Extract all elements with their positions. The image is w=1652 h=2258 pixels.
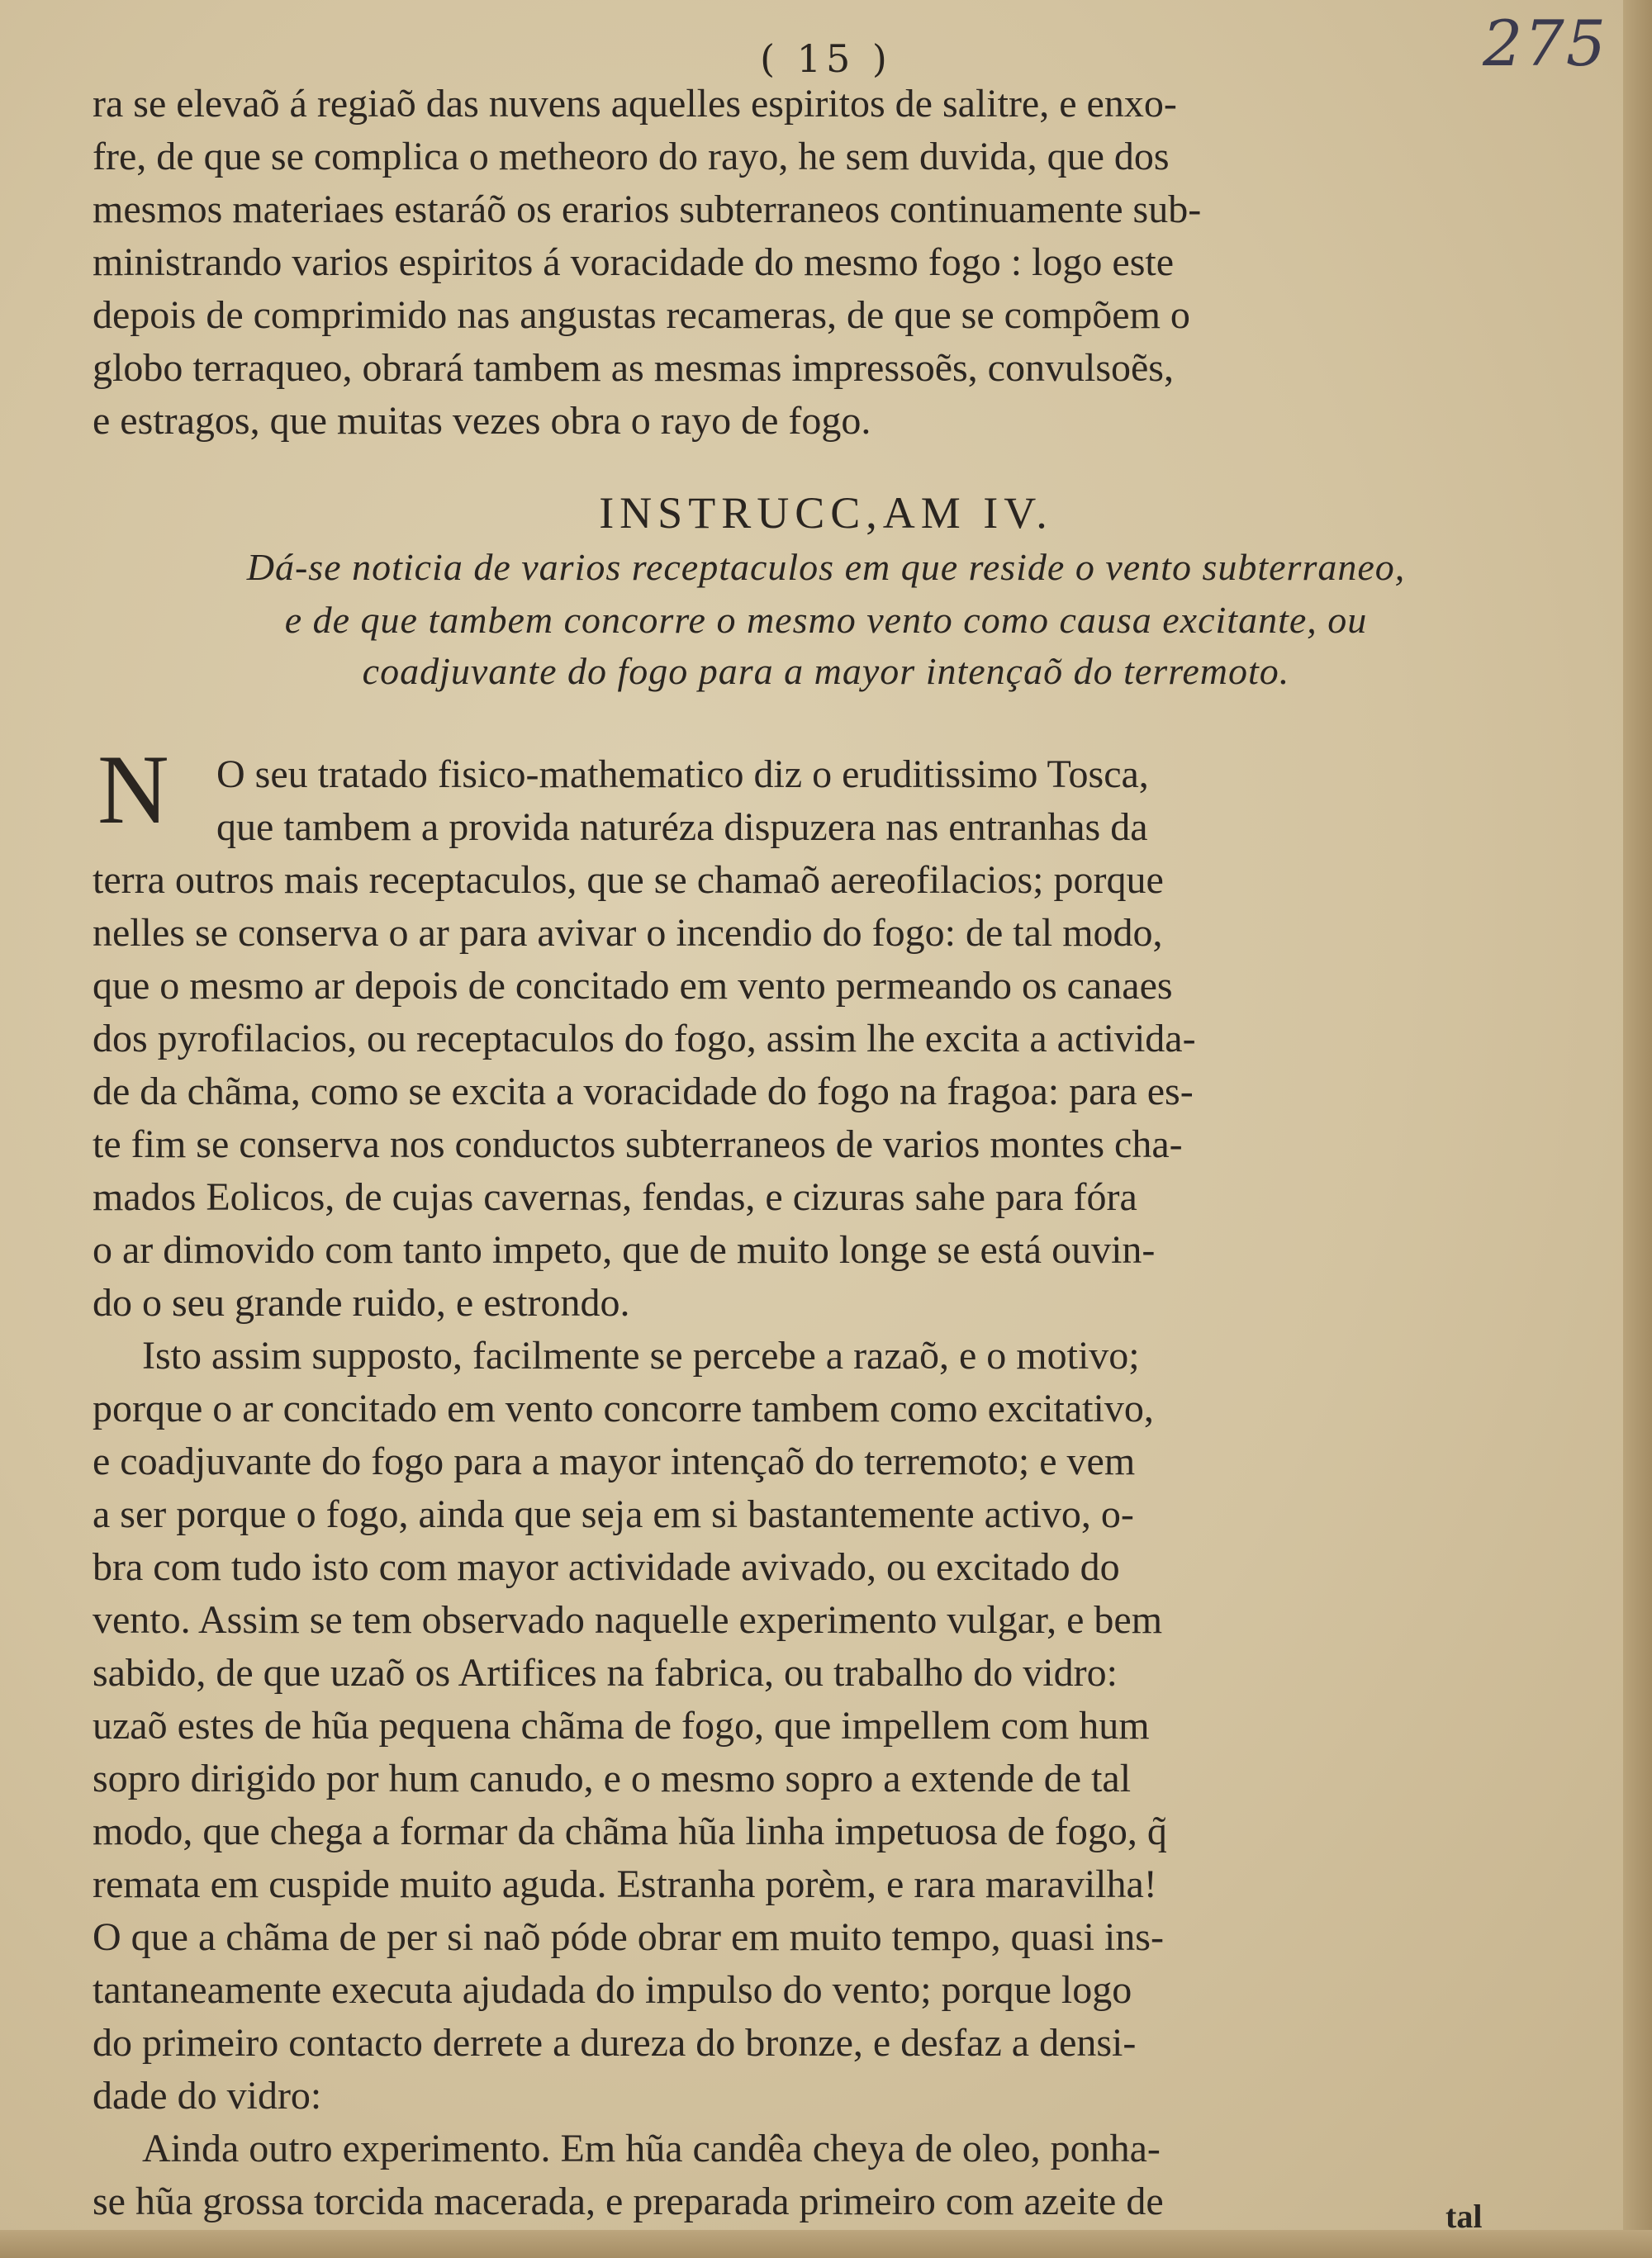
text-line: te fim se conserva nos conductos subterraneos de varios montes cha- xyxy=(93,1122,1183,1166)
text-line: tantaneamente executa ajudada do impulso do vento; porque logo xyxy=(93,1968,1132,2012)
section-heading: INSTRUCC,AM IV. xyxy=(599,488,1053,538)
text-line: se hũa grossa torcida macerada, e preparada primeiro com azeite de xyxy=(93,2180,1164,2223)
text-line: e estragos, que muitas vezes obra o rayo de fogo. xyxy=(93,399,871,443)
text-line: globo terraqueo, obrará tambem as mesmas impressoẽs, convulsoẽs, xyxy=(93,346,1174,390)
section-subtitle: coadjuvante do fogo para a mayor intençaõ do terremoto. xyxy=(362,650,1290,692)
text-line: uzaõ estes de hũa pequena chãma de fogo, que impellem com hum xyxy=(93,1704,1150,1748)
text-line: Ainda outro experimento. Em hũa candêa cheya de oleo, ponha- xyxy=(142,2127,1161,2170)
page-edge-right xyxy=(1623,0,1652,2258)
section-subtitle: Dá-se noticia de varios receptaculos em que reside o vento subterraneo, xyxy=(246,546,1406,588)
page-edge-bottom xyxy=(0,2230,1652,2258)
text-line: a ser porque o fogo, ainda que seja em si bastantemente activo, o- xyxy=(93,1492,1134,1536)
text-line: terra outros mais receptaculos, que se chamaõ aereofilacios; porque xyxy=(93,858,1164,902)
text-line: de da chãma, como se excita a voracidade do fogo na fragoa: para es- xyxy=(93,1070,1194,1113)
text-line: mesmos materiaes estaráõ os erarios subterraneos continuamente sub- xyxy=(93,187,1202,231)
text-line: fre, de que se complica o metheoro do rayo, he sem duvida, que dos xyxy=(93,135,1170,178)
page-number: ( 15 ) xyxy=(760,36,892,81)
text-line: modo, que chega a formar da chãma hũa linha impetuosa de fogo, q̃ xyxy=(93,1810,1167,1853)
text-line: que tambem a provida naturéza dispuzera nas entranhas da xyxy=(216,805,1148,849)
text-line: remata em cuspide muito aguda. Estranha porèm, e rara maravilha! xyxy=(93,1862,1157,1906)
text-line: bra com tudo isto com mayor actividade avivado, ou excitado do xyxy=(93,1545,1120,1589)
text-line: O seu tratado fisico-mathematico diz o eruditissimo Tosca, xyxy=(216,752,1149,796)
section-subtitle: e de que tambem concorre o mesmo vento como causa excitante, ou xyxy=(284,599,1368,641)
text-line: O que a chãma de per si naõ póde obrar em muito tempo, quasi ins- xyxy=(93,1915,1164,1959)
text-line: ministrando varios espiritos á voracidade do mesmo fogo : logo este xyxy=(93,240,1175,284)
text-line: depois de comprimido nas angustas recameras, de que se compõem o xyxy=(93,293,1190,337)
text-line: mados Eolicos, de cujas cavernas, fendas, e cizuras sahe para fóra xyxy=(93,1175,1137,1219)
text-line: dade do vidro: xyxy=(93,2074,322,2118)
folio-number: 275 xyxy=(1483,7,1608,80)
text-line: sopro dirigido por hum canudo, e o mesmo sopro a extende de tal xyxy=(93,1757,1132,1800)
text-line: do o seu grande ruido, e estrondo. xyxy=(93,1281,630,1325)
text-line: dos pyrofilacios, ou receptaculos do fogo, assim lhe excita a activida- xyxy=(93,1017,1196,1060)
text-line: que o mesmo ar depois de concitado em vento permeando os canaes xyxy=(93,964,1173,1008)
text-line: nelles se conserva o ar para avivar o incendio do fogo: de tal modo, xyxy=(93,911,1163,955)
text-line: porque o ar concitado em vento concorre tambem como excitativo, xyxy=(93,1387,1154,1430)
catchword: tal xyxy=(1446,2198,1483,2235)
drop-cap: N xyxy=(97,734,169,844)
text-line: do primeiro contacto derrete a dureza do bronze, e desfaz a densi- xyxy=(93,2021,1137,2065)
text-line: e coadjuvante do fogo para a mayor intençaõ do terremoto; e vem xyxy=(93,1440,1136,1483)
text-line: Isto assim supposto, facilmente se percebe a razaõ, e o motivo; xyxy=(142,1334,1140,1378)
text-line: vento. Assim se tem observado naquelle experimento vulgar, e bem xyxy=(93,1598,1163,1642)
text-line: sabido, de que uzaõ os Artifices na fabrica, ou trabalho do vidro: xyxy=(93,1651,1118,1695)
text-line: o ar dimovido com tanto impeto, que de muito longe se está ouvin- xyxy=(93,1228,1156,1272)
text-line: ra se elevaõ á regiaõ das nuvens aquelles espiritos de salitre, e enxo- xyxy=(93,82,1177,126)
